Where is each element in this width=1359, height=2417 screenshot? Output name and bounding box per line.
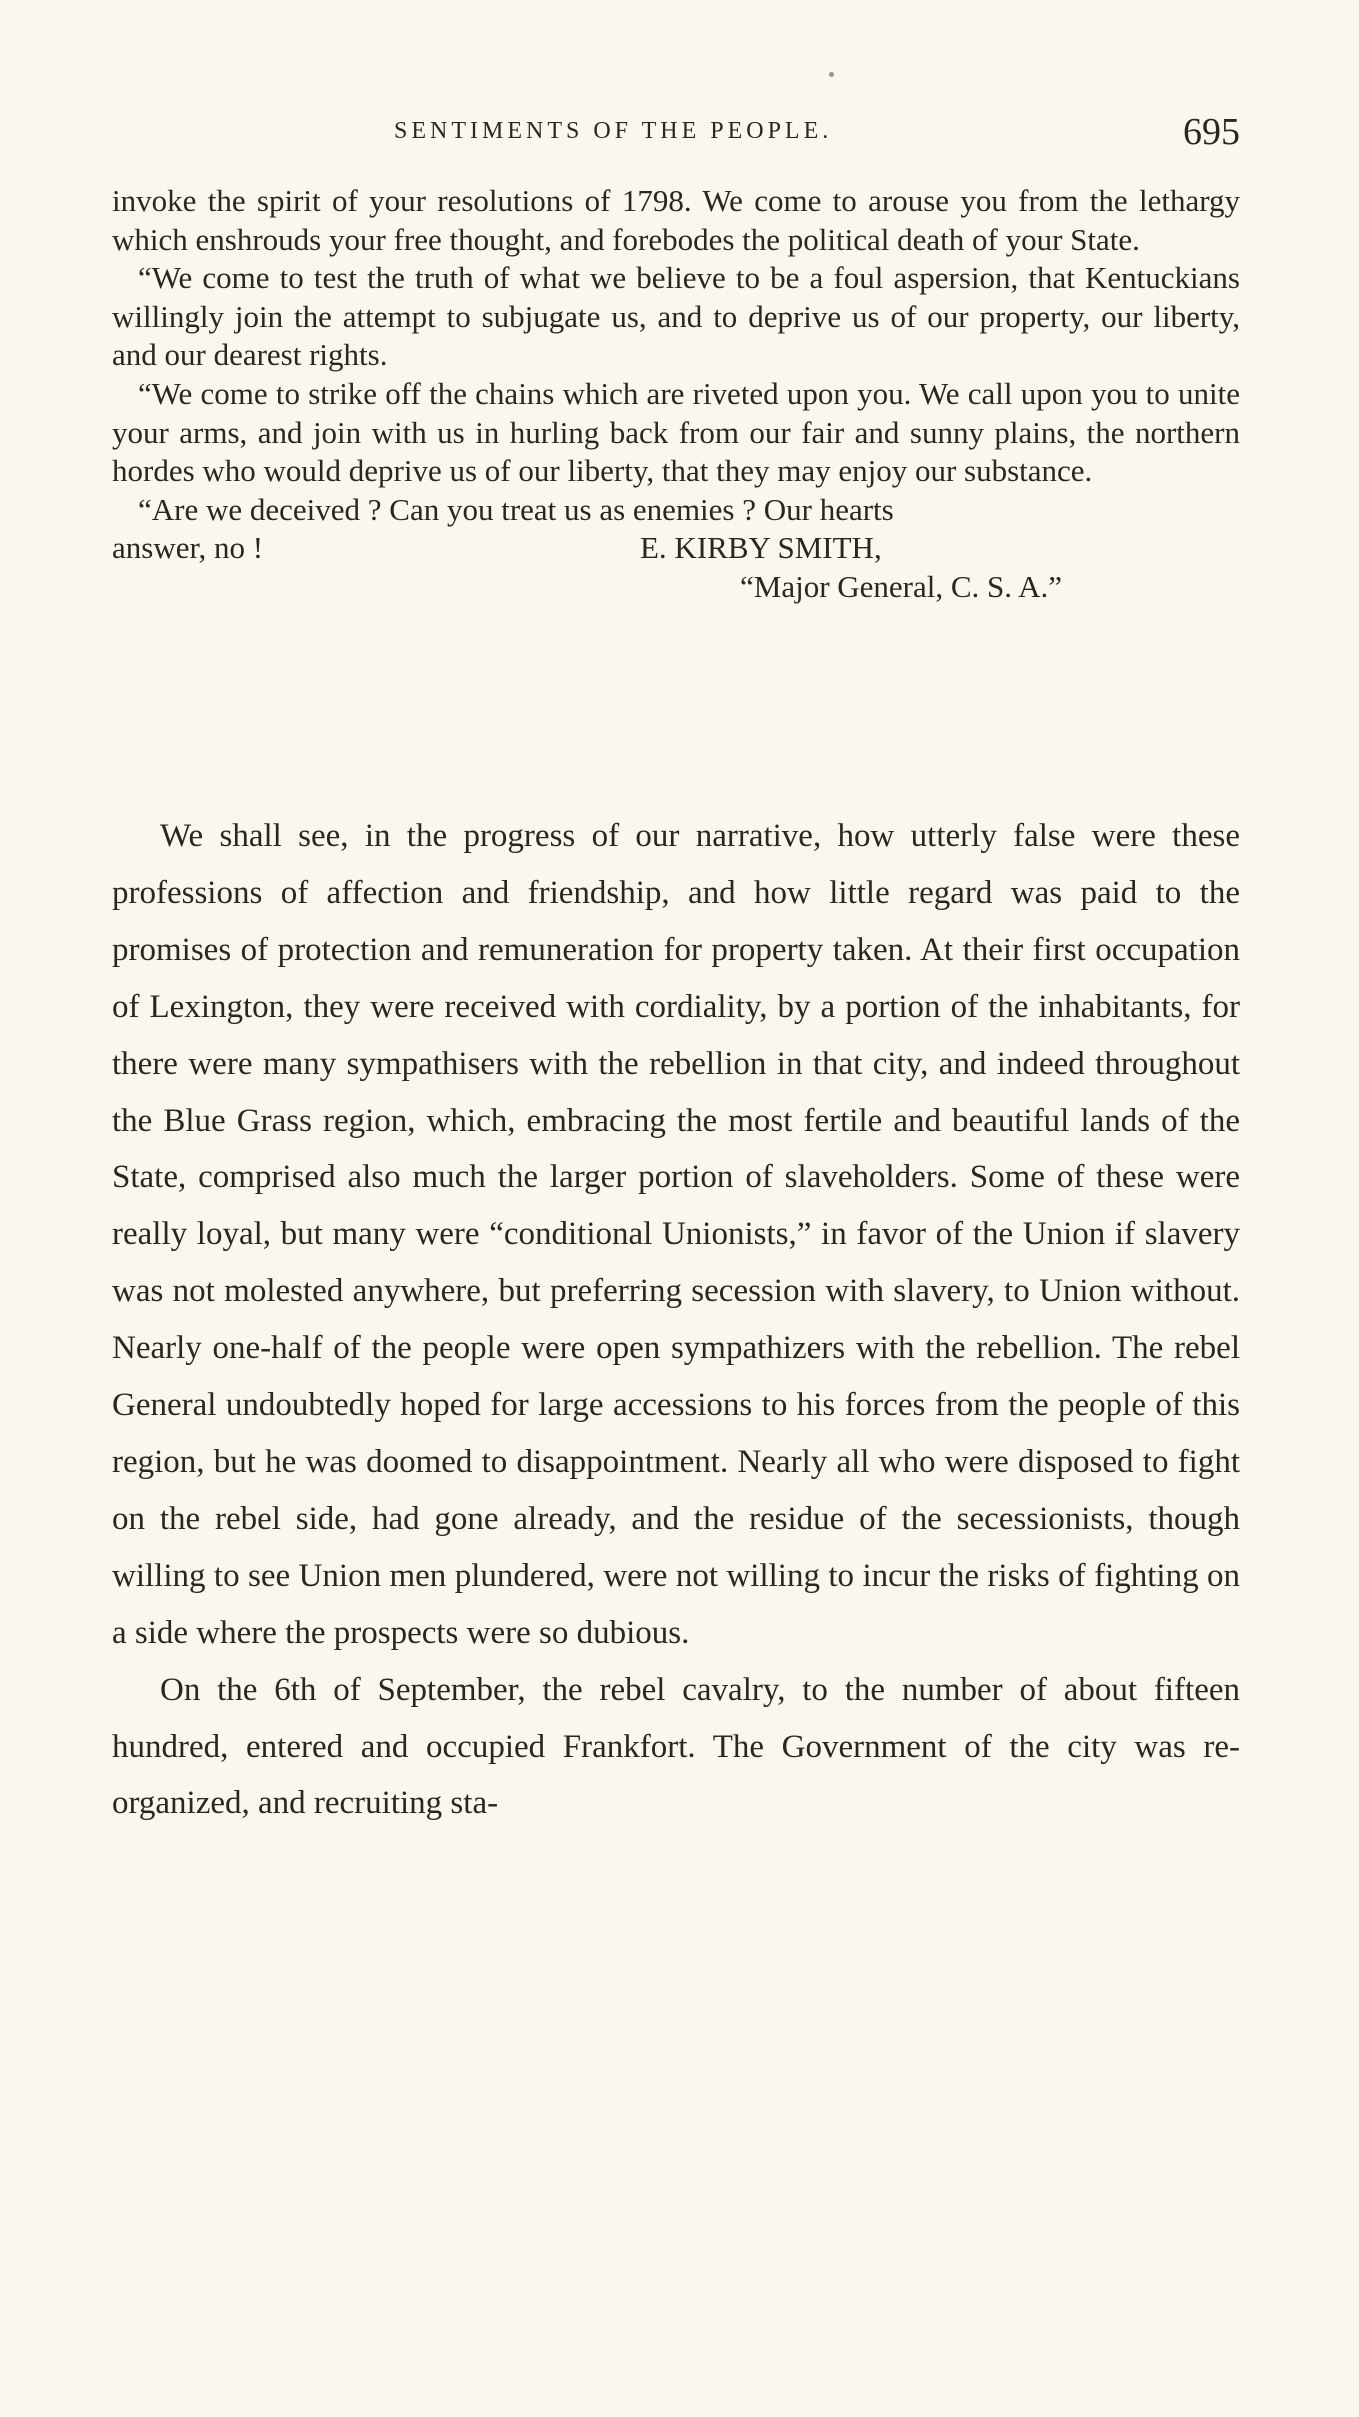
signature-name: E. KIRBY SMITH, <box>640 530 882 566</box>
paper-speck <box>829 72 834 77</box>
running-title: SENTIMENTS OF THE PEOPLE. <box>394 118 833 144</box>
page-number: 695 <box>1183 111 1240 153</box>
letter-paragraph: “We come to strike off the chains which are riveted upon you. We call upon you to unite your arms, and join with us in hurling back from our fair and sunny plains, the northern hordes who would deprive us of our liberty, that they may enjoy our substance. <box>112 375 1240 489</box>
quoted-letter <box>112 182 1240 607</box>
letter-paragraph: “We come to test the truth of what we believe to be a foul aspersion, that Kentuckians willingly join the attempt to subjugate us, and to deprive us of our property, our liberty, and our dearest rights. <box>112 260 1240 373</box>
main-text <box>112 808 1240 1832</box>
body-paragraph: We shall see, in the progress of our narrative, how utterly false were these professions of affection and friendship, and how little regard was paid to the promises of protection and remuneration for property taken. At their first occupation of Lexington, they were received with cordiality, by a portion of the inhabitants, for there were many sympathisers with the rebellion in that city, and indeed throughout the Blue Grass region, which, embracing the most fertile and beautiful lands of the State, comprised also much the larger portion of slaveholders. Some of these were really loyal, but many were “conditional Unionists,” in favor of the Union if slavery was not molested anywhere, but preferring secession with slavery, to Union without. Nearly one-half of the people were open sympathizers with the rebellion. The rebel General undoubtedly hoped for large accessions to his forces from the people of this region, but he was doomed to disappointment. Nearly all who were disposed to fight on the rebel side, had gone already, and the residue of the secessionists, though willing to see Union men plundered, were not willing to incur the risks of fighting on a side where the prospects were so dubious. <box>112 818 1240 1651</box>
signature-rank: “Major General, C. S. A.” <box>740 568 1062 604</box>
running-header <box>112 110 1240 160</box>
letter-paragraph: invoke the spirit of your resolutions of 1798. We come to arouse you from the lethargy which enshrouds your free thought, and forebodes the political death of your State. <box>112 183 1240 257</box>
signature-row <box>112 529 1240 568</box>
body-paragraph: On the 6th of September, the rebel cavalry, to the number of about fifteen hundred, entered and occupied Frankfort. The Government of the city was re-organized, and recruiting sta- <box>112 1671 1240 1822</box>
letter-paragraph: “Are we deceived ? Can you treat us as enemies ? Our hearts <box>138 491 894 527</box>
letter-answer: answer, no ! <box>112 530 264 566</box>
